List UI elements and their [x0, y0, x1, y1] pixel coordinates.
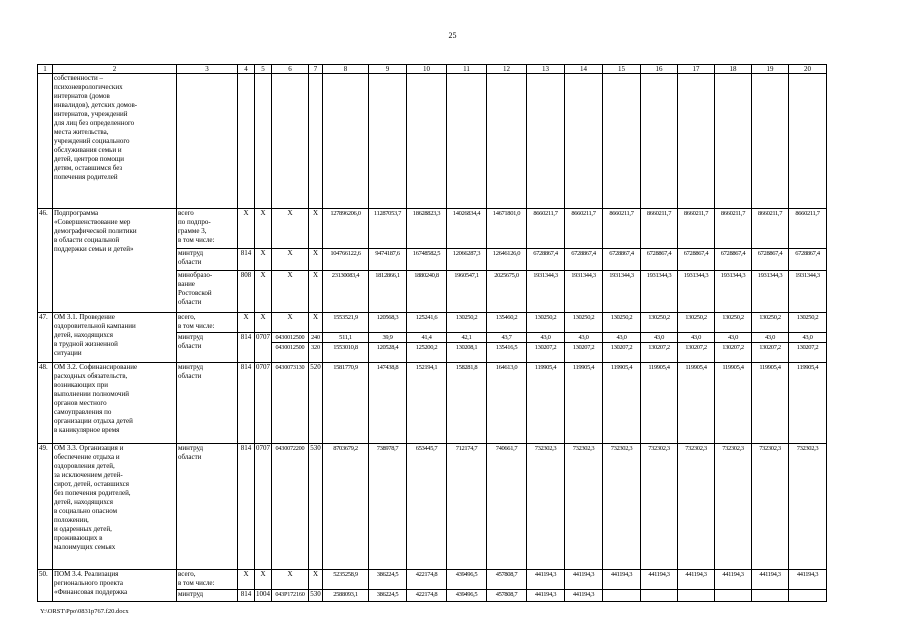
value-cell: 104766122,6 [323, 249, 369, 271]
executor: минобразо- вание Ростовской области [177, 271, 238, 313]
row-name: ОМ 3.3. Организация и обеспечение отдыха и оздоровления детей, за исключением детей- сирот, детей, оставшихся без попечения родителей, детей, находящихся в социально опасном положении, и одаренных детей, проживающих в малоимущих семьях [53, 444, 177, 570]
value-cell: 43,0 130207,2 [565, 333, 603, 363]
value-cell: 1931344,3 [565, 271, 603, 313]
value-cell: 119905,4 [715, 363, 752, 444]
value-cell: 14671801,0 [487, 209, 527, 249]
value-cell: 732302,3 [752, 444, 789, 570]
header-cell: 3 [177, 65, 238, 74]
executor: всего, в том числе: [177, 570, 238, 590]
value-cell: 9474187,6 [369, 249, 407, 271]
value-cell: 43,0 130207,2 [752, 333, 789, 363]
table-row: минтруд области 814 0707 0430012500 0430012500 240 320 511,1 1553010,8 39,9 120528,4 41,4 125200,2 42,1 130208,1 43,7 135416,5 43,0 130207,2 43,0 130207,2 43,0 130207,2 43,0 130207,2 43,0 130207,2 43,0 130207,2 43,0 130207,2 43,0 130207,2 [38, 333, 827, 363]
header-cell: 1 [38, 65, 53, 74]
value-cell: 441194,3 [527, 590, 565, 602]
value-cell: 43,0 130207,2 [527, 333, 565, 363]
value-cell: 130250,2 [603, 313, 641, 333]
value-cell: 12066287,3 [447, 249, 487, 271]
value-cell: 43,0 130207,2 [603, 333, 641, 363]
value-cell: 386224,5 [369, 570, 407, 590]
row-name: ОМ 3.2. Софинансирование расходных обязательств, возникающих при выполнении полномочий органов местного самоуправления по организации отдыха детей в каникулярное время [53, 363, 177, 444]
value-cell: 441194,3 [715, 570, 752, 590]
footer-file-path: Y:\ORST\Ppo\0831p767.f20.docx [40, 608, 129, 615]
continuation-text: собственности – психоневрологических интернатов (домов инвалидов), детских домов- интернатов, учреждений для лиц без определенного места жительства, учреждений социального обслуживания семьи и детей, центров помощи детям, оставшимся без попечения родителей [53, 74, 177, 209]
row-name: ПОМ 3.4. Реализация регионального проекта «Финансовая поддержка [53, 570, 177, 602]
value-cell: 119905,4 [789, 363, 827, 444]
value-cell: 1553521,9 [323, 313, 369, 333]
value-cell: 130250,2 [527, 313, 565, 333]
value-cell: 441194,3 [565, 570, 603, 590]
value-cell: 740661,7 [487, 444, 527, 570]
header-cell: 4 [238, 65, 255, 74]
value-cell: 147438,8 [369, 363, 407, 444]
value-cell: 422174,8 [407, 570, 447, 590]
row-number: 46. [38, 209, 53, 313]
header-cell: 7 [309, 65, 323, 74]
value-cell: 441194,3 [789, 570, 827, 590]
value-cell: 8660211,7 [715, 209, 752, 249]
value-cell: 6728867,4 [752, 249, 789, 271]
value-cell: 164613,0 [487, 363, 527, 444]
value-cell: 130250,2 [447, 313, 487, 333]
header-cell: 9 [369, 65, 407, 74]
value-cell: 732302,3 [715, 444, 752, 570]
value-cell: 42,1 130208,1 [447, 333, 487, 363]
header-cell: 14 [565, 65, 603, 74]
row-number: 49. [38, 444, 53, 570]
executor: всего, в том числе: [177, 313, 238, 333]
value-cell: 653445,7 [407, 444, 447, 570]
table-row [38, 74, 827, 209]
value-cell: 119905,4 [641, 363, 678, 444]
executor: минтруд области [177, 249, 238, 271]
table-row: 50. ПОМ 3.4. Реализация регионального проекта «Финансовая поддержка всего, в том числе: X X X X 5235258,9 386224,5 422174,8 439496,5 457808,7 441194,3 441194,3 441194,3 441194,3 441194,3 441194,3 441194,3 441194,3 [38, 570, 827, 590]
value-cell: 127896206,0 [323, 209, 369, 249]
header-row [38, 65, 827, 74]
value-cell [641, 590, 678, 602]
value-cell: 6728867,4 [678, 249, 715, 271]
value-cell [752, 590, 789, 602]
header-cell: 16 [641, 65, 678, 74]
table-row: 47. ОМ 3.1. Проведение оздоровительной кампании детей, находящихся в трудной жизненной ситуации всего, в том числе: X X X X 1553521,9 120568,3 125241,6 130250,2 135460,2 130250,2 130250,2 130250,2 130250,2 130250,2 130250,2 130250,2 130250,2 [38, 313, 827, 333]
value-cell: 712174,7 [447, 444, 487, 570]
value-cell: 5235258,9 [323, 570, 369, 590]
table-row: минобразо- вание Ростовской области 808 X X X 23130083,4 1812866,1 1880240,8 1960547,1 2025675,0 1931344,3 1931344,3 1931344,3 1931344,3 1931344,3 1931344,3 1931344,3 1931344,3 [38, 271, 827, 313]
value-cell: 135460,2 [487, 313, 527, 333]
value-cell: 152194,1 [407, 363, 447, 444]
value-cell: 14026834,4 [447, 209, 487, 249]
value-cell [789, 590, 827, 602]
value-cell: 6728867,4 [565, 249, 603, 271]
value-cell: 1931344,3 [715, 271, 752, 313]
table-row: 46. Подпрограмма «Совершенствование мер демографической политики в области социальной поддержки семьи и детей» всего по подпро- грамме 3, в том числе: X X X X 127896206,0 11287053,7 18628823,3 14026834,4 14671801,0 8660211,7 8660211,7 8660211,7 8660211,7 8660211,7 8660211,7 8660211,7 8660211,7 [38, 209, 827, 249]
value-cell: 8660211,7 [527, 209, 565, 249]
header-cell: 2 [53, 65, 177, 74]
value-cell: 39,9 120528,4 [369, 333, 407, 363]
value-cell: 441194,3 [678, 570, 715, 590]
value-cell: 43,0 130207,2 [641, 333, 678, 363]
value-cell: 2588093,1 [323, 590, 369, 602]
value-cell: 1931344,3 [752, 271, 789, 313]
header-cell: 10 [407, 65, 447, 74]
value-cell: 732302,3 [678, 444, 715, 570]
value-cell: 119905,4 [678, 363, 715, 444]
value-cell: 8660211,7 [789, 209, 827, 249]
value-cell: 732302,3 [789, 444, 827, 570]
value-cell: 8660211,7 [565, 209, 603, 249]
value-cell: 158281,8 [447, 363, 487, 444]
executor: минтруд [177, 590, 238, 602]
value-cell: 130250,2 [715, 313, 752, 333]
value-cell: 18628823,3 [407, 209, 447, 249]
value-cell: 1931344,3 [641, 271, 678, 313]
value-cell: 732302,3 [641, 444, 678, 570]
row-name: ОМ 3.1. Проведение оздоровительной кампании детей, находящихся в трудной жизненной ситуации [53, 313, 177, 363]
value-cell: 1812866,1 [369, 271, 407, 313]
header-cell: 19 [752, 65, 789, 74]
value-cell: 8660211,7 [752, 209, 789, 249]
value-cell: 130250,2 [752, 313, 789, 333]
value-cell: 441194,3 [527, 570, 565, 590]
value-cell: 439496,5 [447, 590, 487, 602]
value-cell: 1931344,3 [603, 271, 641, 313]
header-cell: 5 [255, 65, 272, 74]
value-cell: 8660211,7 [678, 209, 715, 249]
value-cell: 23130083,4 [323, 271, 369, 313]
value-cell: 1880240,8 [407, 271, 447, 313]
value-cell: 457808,7 [487, 570, 527, 590]
row-number: 48. [38, 363, 53, 444]
header-cell: 20 [789, 65, 827, 74]
value-cell: 439496,5 [447, 570, 487, 590]
value-cell: 120568,3 [369, 313, 407, 333]
value-cell: 1931344,3 [527, 271, 565, 313]
value-cell: 1581770,9 [323, 363, 369, 444]
value-cell: 119905,4 [527, 363, 565, 444]
row-name: Подпрограмма «Совершенствование мер демографической политики в области социальной поддержки семьи и детей» [53, 209, 177, 313]
value-cell [715, 590, 752, 602]
page-number: 25 [448, 31, 457, 40]
value-cell: 41,4 125200,2 [407, 333, 447, 363]
table-row: 49. ОМ 3.3. Организация и обеспечение отдыха и оздоровления детей, за исключением детей- сирот, детей, оставшихся без попечения родителей, детей, находящихся в социально опасном положении, и одаренных детей, проживающих в малоимущих семьях минтруд области 814 0707 0430072200 530 8703679,2 738978,7 653445,7 712174,7 740661,7 732302,3 732302,3 732302,3 732302,3 732302,3 732302,3 732302,3 732302,3 [38, 444, 827, 570]
value-cell: 6728867,4 [527, 249, 565, 271]
value-cell: 511,1 1553010,8 [323, 333, 369, 363]
header-cell: 18 [715, 65, 752, 74]
row-number: 50. [38, 570, 53, 602]
value-cell: 422174,8 [407, 590, 447, 602]
value-cell: 130250,2 [565, 313, 603, 333]
value-cell: 6728867,4 [789, 249, 827, 271]
executor: минтруд области [177, 333, 238, 363]
header-cell: 15 [603, 65, 641, 74]
header-cell: 11 [447, 65, 487, 74]
value-cell: 6728867,4 [715, 249, 752, 271]
value-cell: 119905,4 [752, 363, 789, 444]
value-cell: 8703679,2 [323, 444, 369, 570]
value-cell: 8660211,7 [641, 209, 678, 249]
header-cell: 8 [323, 65, 369, 74]
row-number: 47. [38, 313, 53, 363]
table-row: 48. ОМ 3.2. Софинансирование расходных обязательств, возникающих при выполнении полномочий органов местного самоуправления по организации отдыха детей в каникулярное время минтруд области 814 0707 0430073130 520 1581770,9 147438,8 152194,1 158281,8 164613,0 119905,4 119905,4 119905,4 119905,4 119905,4 119905,4 119905,4 119905,4 [38, 363, 827, 444]
header-cell: 13 [527, 65, 565, 74]
header-cell: 12 [487, 65, 527, 74]
value-cell: 441194,3 [565, 590, 603, 602]
value-cell: 441194,3 [603, 570, 641, 590]
value-cell: 732302,3 [565, 444, 603, 570]
value-cell [678, 590, 715, 602]
value-cell: 6728867,4 [641, 249, 678, 271]
value-cell: 130250,2 [678, 313, 715, 333]
value-cell: 441194,3 [752, 570, 789, 590]
table-row: минтруд области 814 X X X 104766122,6 9474187,6 16748582,5 12066287,3 12646126,0 6728867,4 6728867,4 6728867,4 6728867,4 6728867,4 6728867,4 6728867,4 6728867,4 [38, 249, 827, 271]
executor: минтруд области [177, 363, 238, 444]
value-cell: 43,0 130207,2 [789, 333, 827, 363]
value-cell: 1960547,1 [447, 271, 487, 313]
value-cell: 1931344,3 [678, 271, 715, 313]
value-cell: 11287053,7 [369, 209, 407, 249]
value-cell: 43,0 130207,2 [678, 333, 715, 363]
value-cell: 130250,2 [641, 313, 678, 333]
value-cell: 2025675,0 [487, 271, 527, 313]
value-cell: 6728867,4 [603, 249, 641, 271]
value-cell: 1931344,3 [789, 271, 827, 313]
header-cell: 6 [272, 65, 309, 74]
value-cell: 732302,3 [603, 444, 641, 570]
value-cell: 732302,3 [527, 444, 565, 570]
value-cell: 16748582,5 [407, 249, 447, 271]
value-cell: 8660211,7 [603, 209, 641, 249]
value-cell: 125241,6 [407, 313, 447, 333]
value-cell: 43,0 130207,2 [715, 333, 752, 363]
value-cell: 119905,4 [603, 363, 641, 444]
executor: всего по подпро- грамме 3, в том числе: [177, 209, 238, 249]
value-cell: 12646126,0 [487, 249, 527, 271]
header-cell: 17 [678, 65, 715, 74]
table-row: минтруд 814 1004 043P172160 530 2588093,1 386224,5 422174,8 439496,5 457808,7 441194,3 441194,3 [38, 590, 827, 602]
value-cell [603, 590, 641, 602]
budget-table [37, 64, 827, 602]
value-cell: 386224,5 [369, 590, 407, 602]
executor: минтруд области [177, 444, 238, 570]
value-cell: 441194,3 [641, 570, 678, 590]
value-cell: 119905,4 [565, 363, 603, 444]
value-cell: 457808,7 [487, 590, 527, 602]
value-cell: 738978,7 [369, 444, 407, 570]
value-cell: 43,7 135416,5 [487, 333, 527, 363]
value-cell: 130250,2 [789, 313, 827, 333]
